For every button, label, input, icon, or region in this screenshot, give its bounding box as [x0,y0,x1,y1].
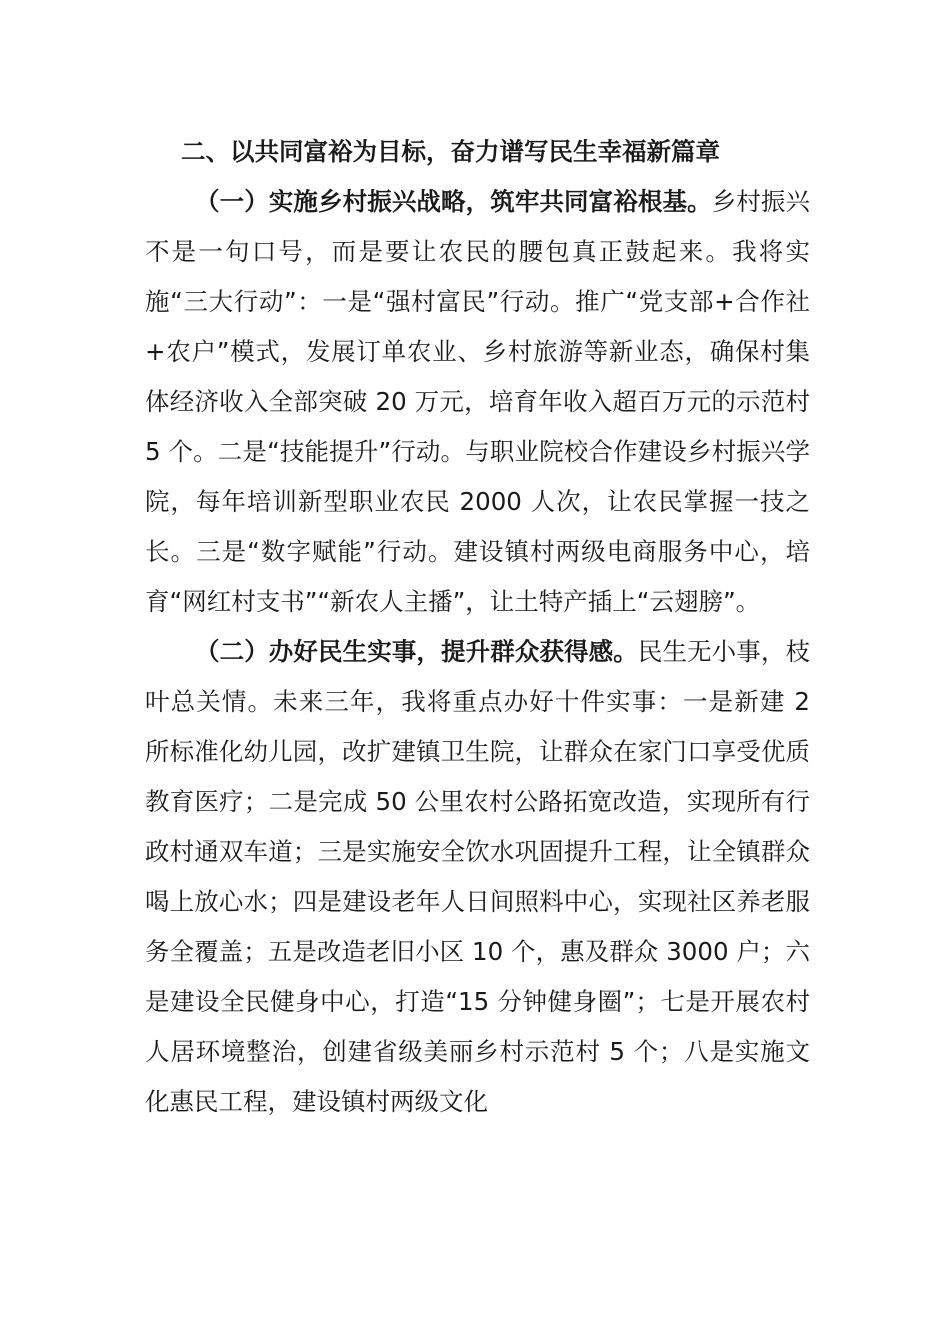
paragraph-lead: （一）实施乡村振兴战略，筑牢共同富裕根基。 [195,187,712,216]
section-heading: 二、以共同富裕为目标，奋力谱写民生幸福新篇章 [181,137,720,166]
paragraph-livelihood-projects [145,627,810,1127]
document-body [145,127,810,1127]
paragraph-body: 乡村振兴不是一句口号，而是要让农民的腰包真正鼓起来。我将实施“三大行动”：一是“强村富民”行动。推广“党支部+合作社+农户”模式，发展订单农业、乡村旅游等新业态，确保村集体经济收入全部突破 20 万元，培育年收入超百万元的示范村 5 个。二是“技能提升”行动。与职业院校合作建设乡村振兴学院，每年培训新型职业农民 2000 人次，让农民掌握一技之长。三是“数字赋能”行动。建设镇村两级电商服务中心，培育“网红村支书”“新农人主播”，让土特产插上“云翅膀”。 [145,187,810,616]
paragraph-rural-revitalization [145,177,810,627]
paragraph-lead: （二）办好民生实事，提升群众获得感。 [195,637,638,666]
paragraph-body: 民生无小事，枝叶总关情。未来三年，我将重点办好十件实事：一是新建 2 所标准化幼儿园，改扩建镇卫生院，让群众在家门口享受优质教育医疗；二是完成 50 公里农村公路拓宽改造，实现所有行政村通双车道；三是实施安全饮水巩固提升工程，让全镇群众喝上放心水；四是建设老年人日间照料中心，实现社区养老服务全覆盖；五是改造老旧小区 10 个，惠及群众 3000 户；六是建设全民健身中心，打造“15 分钟健身圈”；七是开展农村人居环境整治，创建省级美丽乡村示范村 5 个；八是实施文化惠民工程，建设镇村两级文化 [145,637,810,1116]
